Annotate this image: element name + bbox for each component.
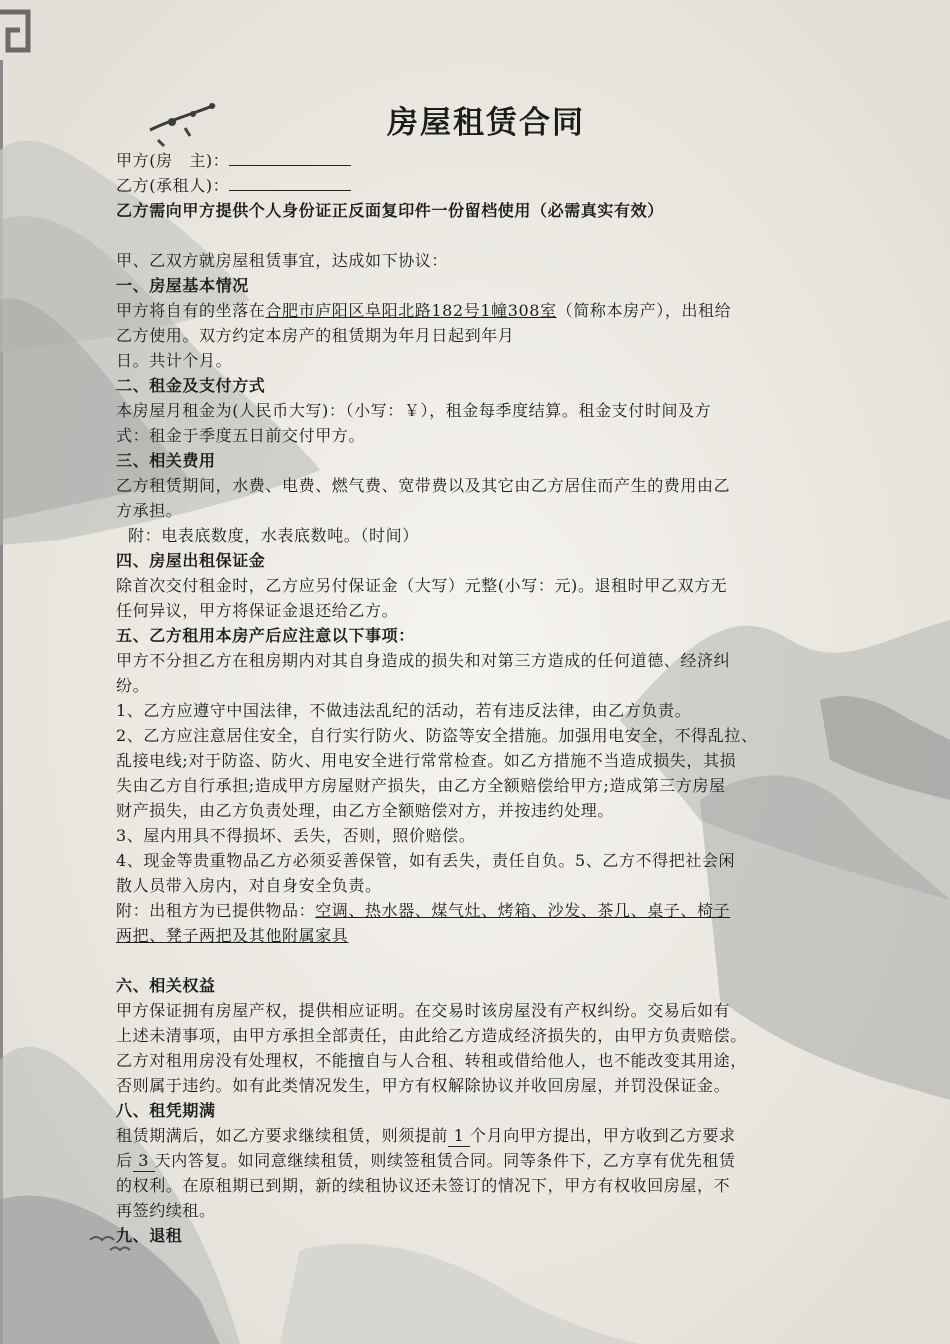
provided-items-line [116,898,846,923]
section-6-heading: 六、相关权益 [116,976,216,995]
intro-text: 甲、乙双方就房屋租赁事宜，达成如下协议： [116,251,449,270]
party-a-line [116,148,846,173]
section-5-line: 2、乙方应注意居住安全，自行实行防火、防盗等安全措施。加强用电安全，不得乱拉、 [116,726,758,745]
section-1-heading: 一、房屋基本情况 [116,276,249,295]
section-8-heading: 八、租凭期满 [116,1101,216,1120]
section-8-line-4: 再签约续租。 [116,1201,216,1220]
section-5-line: 甲方不分担乙方在租房期内对其自身造成的损失和对第三方造成的任何道德、经济纠 [116,651,731,670]
section-1-line-3: 日。共计个月。 [116,351,233,370]
contract-body [116,100,846,1248]
section-3-meter-note: 附：电表底数度，水表底数吨。（时间） [128,526,419,545]
section-5-line: 散人员带入房内，对自身安全负责。 [116,876,382,895]
property-address: 合肥市庐阳区阜阳北路182号1幢308室 [265,301,557,320]
section-4-line-2: 任何异议，甲方将保证金退还给乙方。 [116,601,399,620]
section-1-line-2: 乙方使用。双方约定本房产的租赁期为年月日起到年月 [116,326,515,345]
party-b-label: 乙方(承租人)： [116,176,230,195]
section-2-heading: 二、租金及支付方式 [116,376,266,395]
section-6-line: 甲方保证拥有房屋产权，提供相应证明。在交易时该房屋没有产权纠纷。交易后如有 [116,1001,731,1020]
party-b-blank[interactable] [229,174,351,191]
reply-days-value[interactable]: 3 [133,1151,155,1172]
document-title: 房屋租赁合同 [387,105,585,141]
spacer [116,223,846,248]
section-6-line: 否则属于违约。如有此类情况发生，甲方有权解除协议并收回房屋，并罚没保证金。 [116,1076,731,1095]
section-8-text: 租赁期满后，如乙方要求继续租赁，则须提前 [116,1126,449,1145]
section-8-text: 个月向甲方提出，甲方收到乙方要求 [470,1126,736,1145]
section-2-line-1: 本房屋月租金为(人民币大写)：（小写：￥），租金每季度结算。租金支付时间及方 [116,401,712,420]
section-5-line: 财产损失，由乙方负责处理，由乙方全额赔偿对方，并按违约处理。 [116,801,615,820]
provided-items-list: 空调、热水器、煤气灶、烤箱、沙发、茶几、桌子、椅子 [315,901,731,920]
notice-months-value[interactable]: 1 [448,1126,470,1147]
section-5-heading: 五、乙方租用本房产后应注意以下事项： [116,626,415,645]
section-3-line-1: 乙方租赁期间，水费、电费、燃气费、宽带费以及其它由乙方居住而产生的费用由乙 [116,476,731,495]
section-5-line: 3、屋内用具不得损坏、丢失，否则，照价赔偿。 [116,826,476,845]
party-a-label: 甲方(房 主)： [116,151,230,170]
section-6-line: 乙方对租用房没有处理权，不能擅自与人合租、转租或借给他人，也不能改变其用途， [116,1051,747,1070]
section-5-line: 乱接电线;对于防盗、防火、用电安全进行常常检查。如乙方措施不当造成损失，其损 [116,751,737,770]
section-9-heading: 九、退租 [116,1226,183,1245]
provided-items-label: 附：出租方为已提供物品： [116,901,316,920]
section-5-line: 1、乙方应遵守中国法律，不做违法乱纪的活动，若有违反法律，由乙方负责。 [116,701,692,720]
section-2-line-2: 式：租金于季度五日前交付甲方。 [116,426,366,445]
party-a-blank[interactable] [229,149,351,166]
section-8-text: 后 [116,1151,133,1170]
section-8-line-3: 的权利。在原租期已到期，新的续租协议还未签订的情况下，甲方有权收回房屋，不 [116,1176,731,1195]
provided-items-list: 两把、凳子两把及其他附属家具 [116,926,349,945]
id-requirement-note: 乙方需向甲方提供个人身份证正反面复印件一份留档使用（必需真实有效） [116,201,664,220]
section-5-line: 4、现金等贵重物品乙方必须妥善保管，如有丢失，责任自负。5、乙方不得把社会闲 [116,851,736,870]
section-3-line-2: 方承担。 [116,501,183,520]
section-1-text: （简称本房产），出租给 [556,301,732,320]
section-5-line: 失由乙方自行承担;造成甲方房屋财产损失，由乙方全额赔偿给甲方;造成第三方房屋 [116,776,726,795]
section-3-heading: 三、相关费用 [116,451,216,470]
section-8-text: 天内答复。如同意继续租赁，则续签租赁合同。同等条件下，乙方享有优先租赁 [154,1151,736,1170]
party-b-line [116,173,846,198]
section-6-line: 上述未清事项，由甲方承担全部责任，由此给乙方造成经济损失的，由甲方负责赔偿。 [116,1026,747,1045]
section-4-line-1: 除首次交付租金时，乙方应另付保证金（大写）元整(小写：元)。退租时甲乙双方无 [116,576,728,595]
spacer [116,948,846,973]
section-1-line-1 [116,298,846,323]
section-4-heading: 四、房屋出租保证金 [116,551,266,570]
section-8-line-2 [116,1148,846,1173]
section-5-line: 纷。 [116,676,150,695]
provided-items-line-2 [116,923,846,948]
section-1-text: 甲方将自有的坐落在 [116,301,266,320]
section-8-line-1 [116,1123,846,1148]
